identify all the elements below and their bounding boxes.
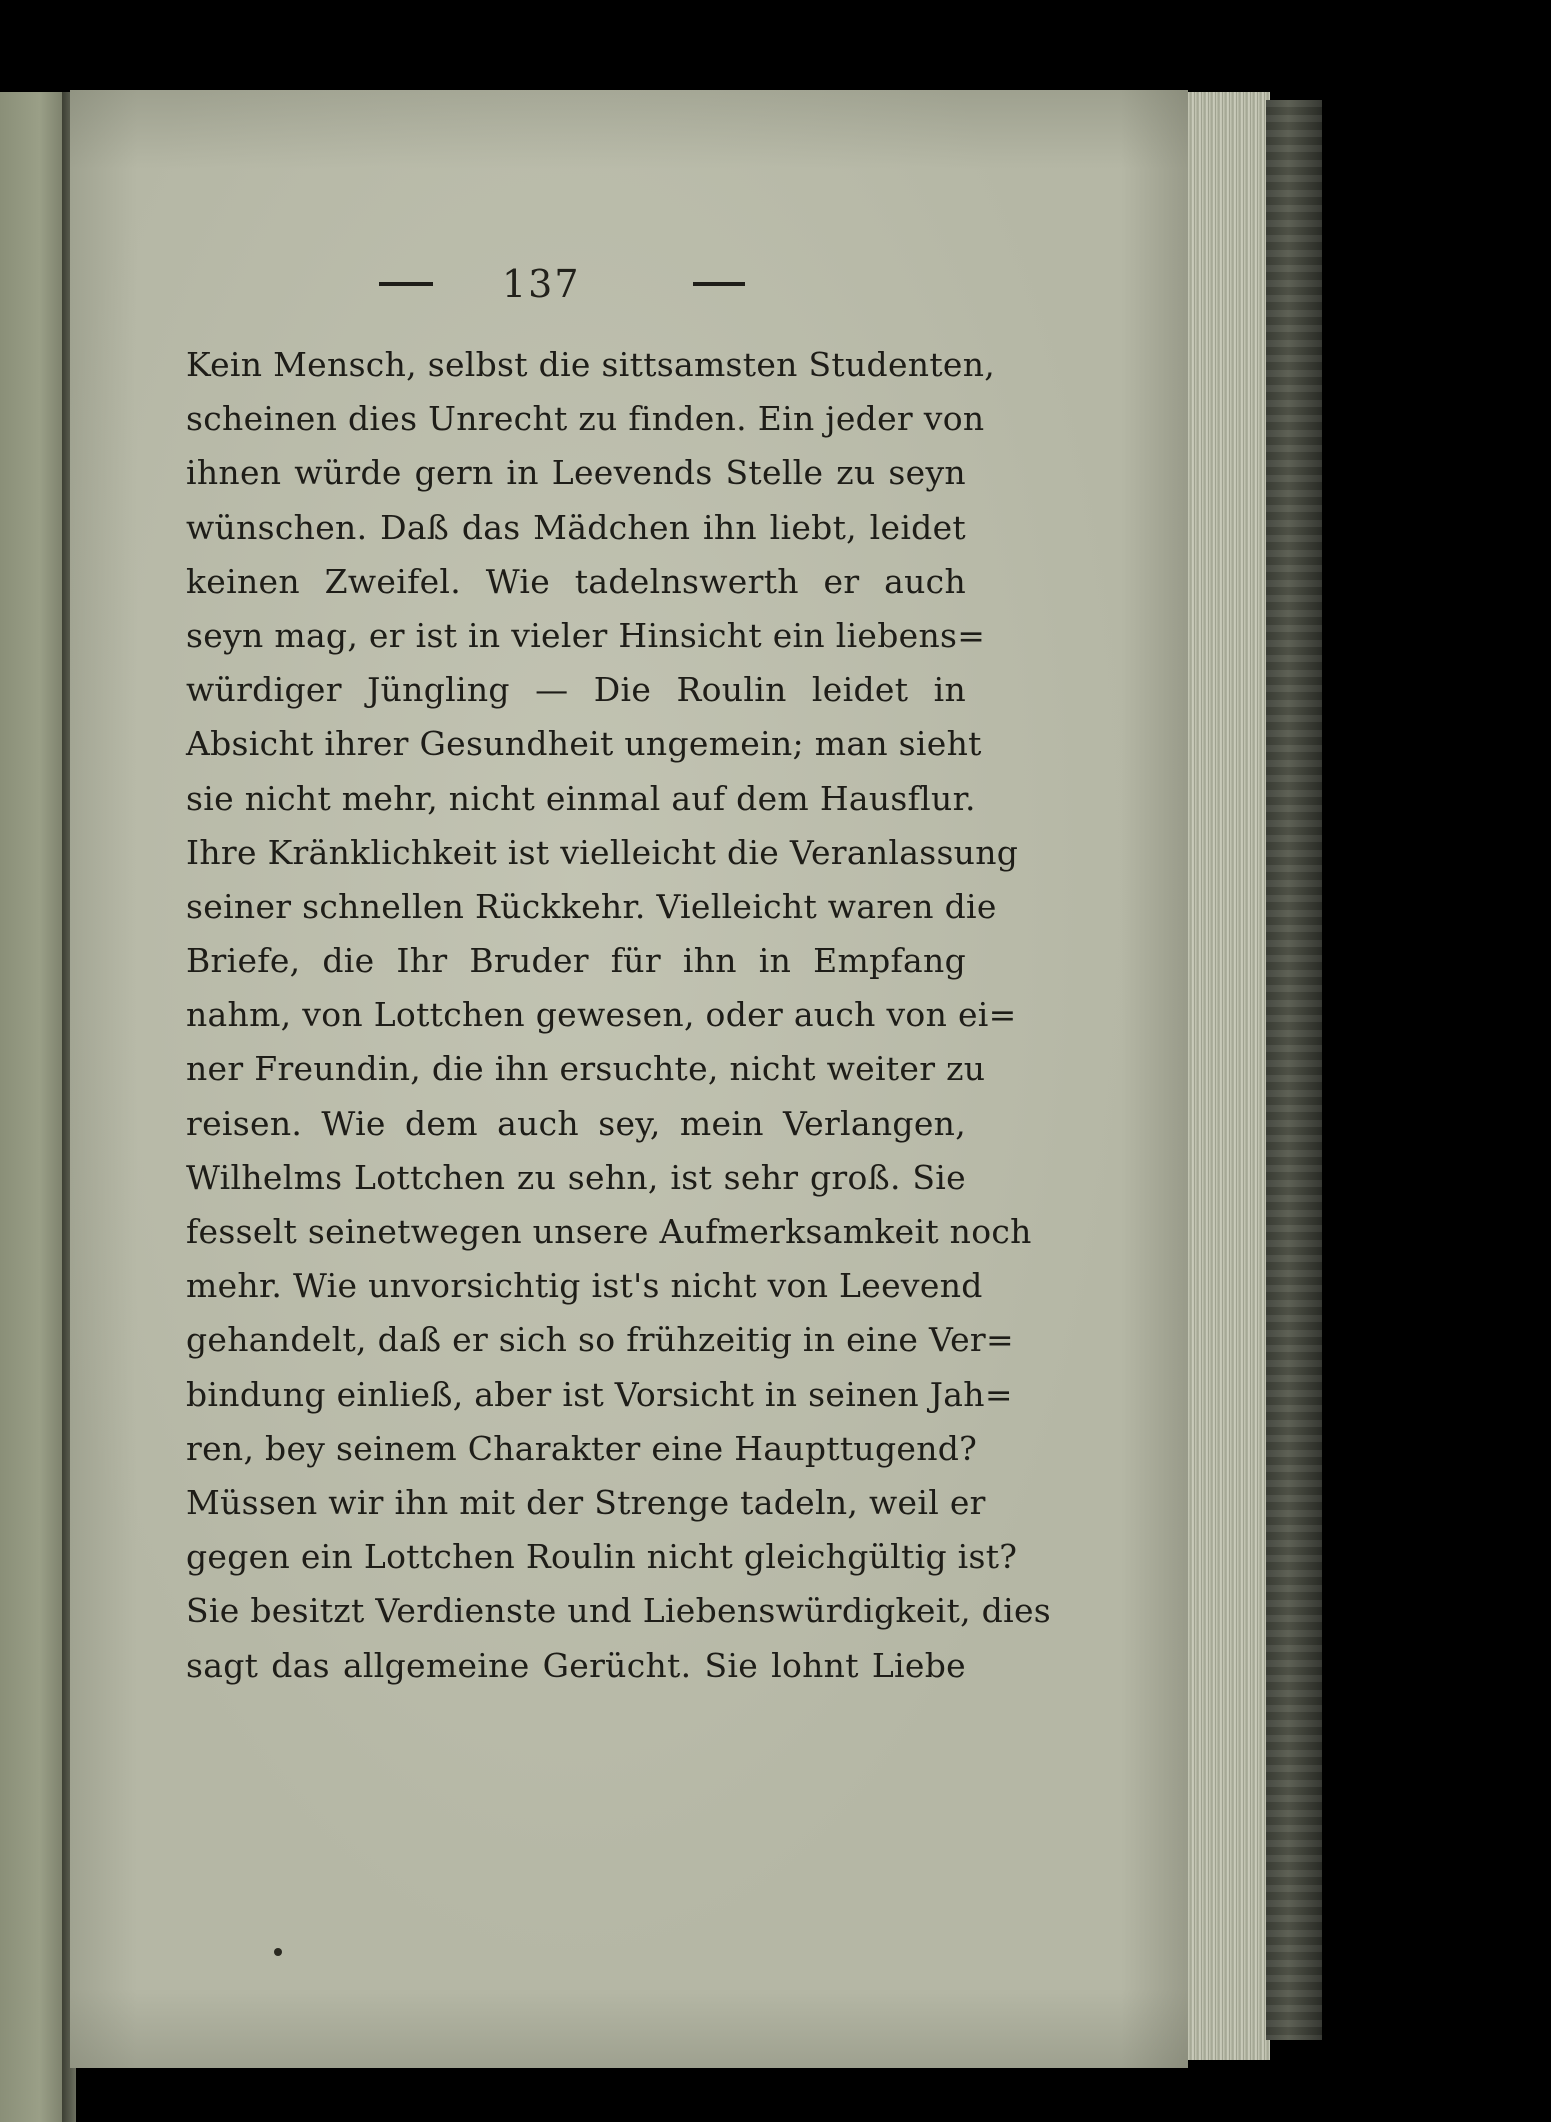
text-line-23: gegen ein Lottchen Roulin nicht gleichgültig ist? xyxy=(186,1537,1018,1577)
text-line-15: reisen. Wie dem auch sey, mein Verlangen, xyxy=(186,1103,966,1143)
stacked-page-edges xyxy=(1188,92,1270,2060)
text-line-25: sagt das allgemeine Gerücht. Sie lohnt Liebe xyxy=(186,1645,966,1685)
paper-speck xyxy=(274,1948,282,1956)
text-line-17: fesselt seinetwegen unsere Aufmerksamkeit noch xyxy=(186,1212,1032,1251)
text-line-6: seyn mag, er ist in vieler Hinsicht ein liebens= xyxy=(186,615,986,655)
text-line-13: nahm, von Lottchen gewesen, oder auch von ei= xyxy=(186,995,1017,1035)
text-line-7: würdiger Jüngling — Die Roulin leidet in xyxy=(186,670,966,710)
text-line-20: bindung einließ, aber ist Vorsicht in seinen Jah= xyxy=(186,1374,1013,1414)
text-line-14: ner Freundin, die ihn ersuchte, nicht weiter zu xyxy=(186,1049,986,1089)
book-cover-edge xyxy=(1266,100,1322,2040)
text-line-9: sie nicht mehr, nicht einmal auf dem Hausflur. xyxy=(186,778,976,818)
text-line-19: gehandelt, daß er sich so frühzeitig in eine Ver= xyxy=(186,1320,1014,1360)
text-line-10: Ihre Kränklichkeit ist vielleicht die Veranlassung xyxy=(186,832,1019,872)
page-header xyxy=(70,262,1188,306)
text-line-11: seiner schnellen Rückkehr. Vielleicht waren die xyxy=(186,886,997,926)
text-line-4: wünschen. Daß das Mädchen ihn liebt, leidet xyxy=(186,507,966,547)
text-line-16: Wilhelms Lottchen zu sehn, ist sehr groß. Sie xyxy=(186,1157,966,1197)
page-number: 137 xyxy=(502,262,581,306)
header-dash-left xyxy=(379,282,433,286)
text-line-3: ihnen würde gern in Leevends Stelle zu seyn xyxy=(186,453,966,493)
text-line-2: scheinen dies Unrecht zu finden. Ein jeder von xyxy=(186,399,985,439)
text-line-22: Müssen wir ihn mit der Strenge tadeln, weil er xyxy=(186,1482,986,1522)
text-line-18: mehr. Wie unvorsichtig ist's nicht von Leevend xyxy=(186,1266,983,1306)
text-line-5: keinen Zweifel. Wie tadelnswerth er auch xyxy=(186,561,966,601)
text-line-24: Sie besitzt Verdienste und Liebenswürdigkeit, dies xyxy=(186,1591,1052,1631)
previous-page-edge xyxy=(0,92,66,2122)
text-line-1: Kein Mensch, selbst die sittsamsten Studenten, xyxy=(186,345,996,384)
header-dash-right xyxy=(693,282,745,286)
body-text xyxy=(186,338,1052,1693)
text-line-8: Absicht ihrer Gesundheit ungemein; man sieht xyxy=(186,724,982,764)
text-line-21: ren, bey seinem Charakter eine Haupttugend? xyxy=(186,1428,978,1468)
text-line-12: Briefe, die Ihr Bruder für ihn in Empfang xyxy=(186,941,966,981)
